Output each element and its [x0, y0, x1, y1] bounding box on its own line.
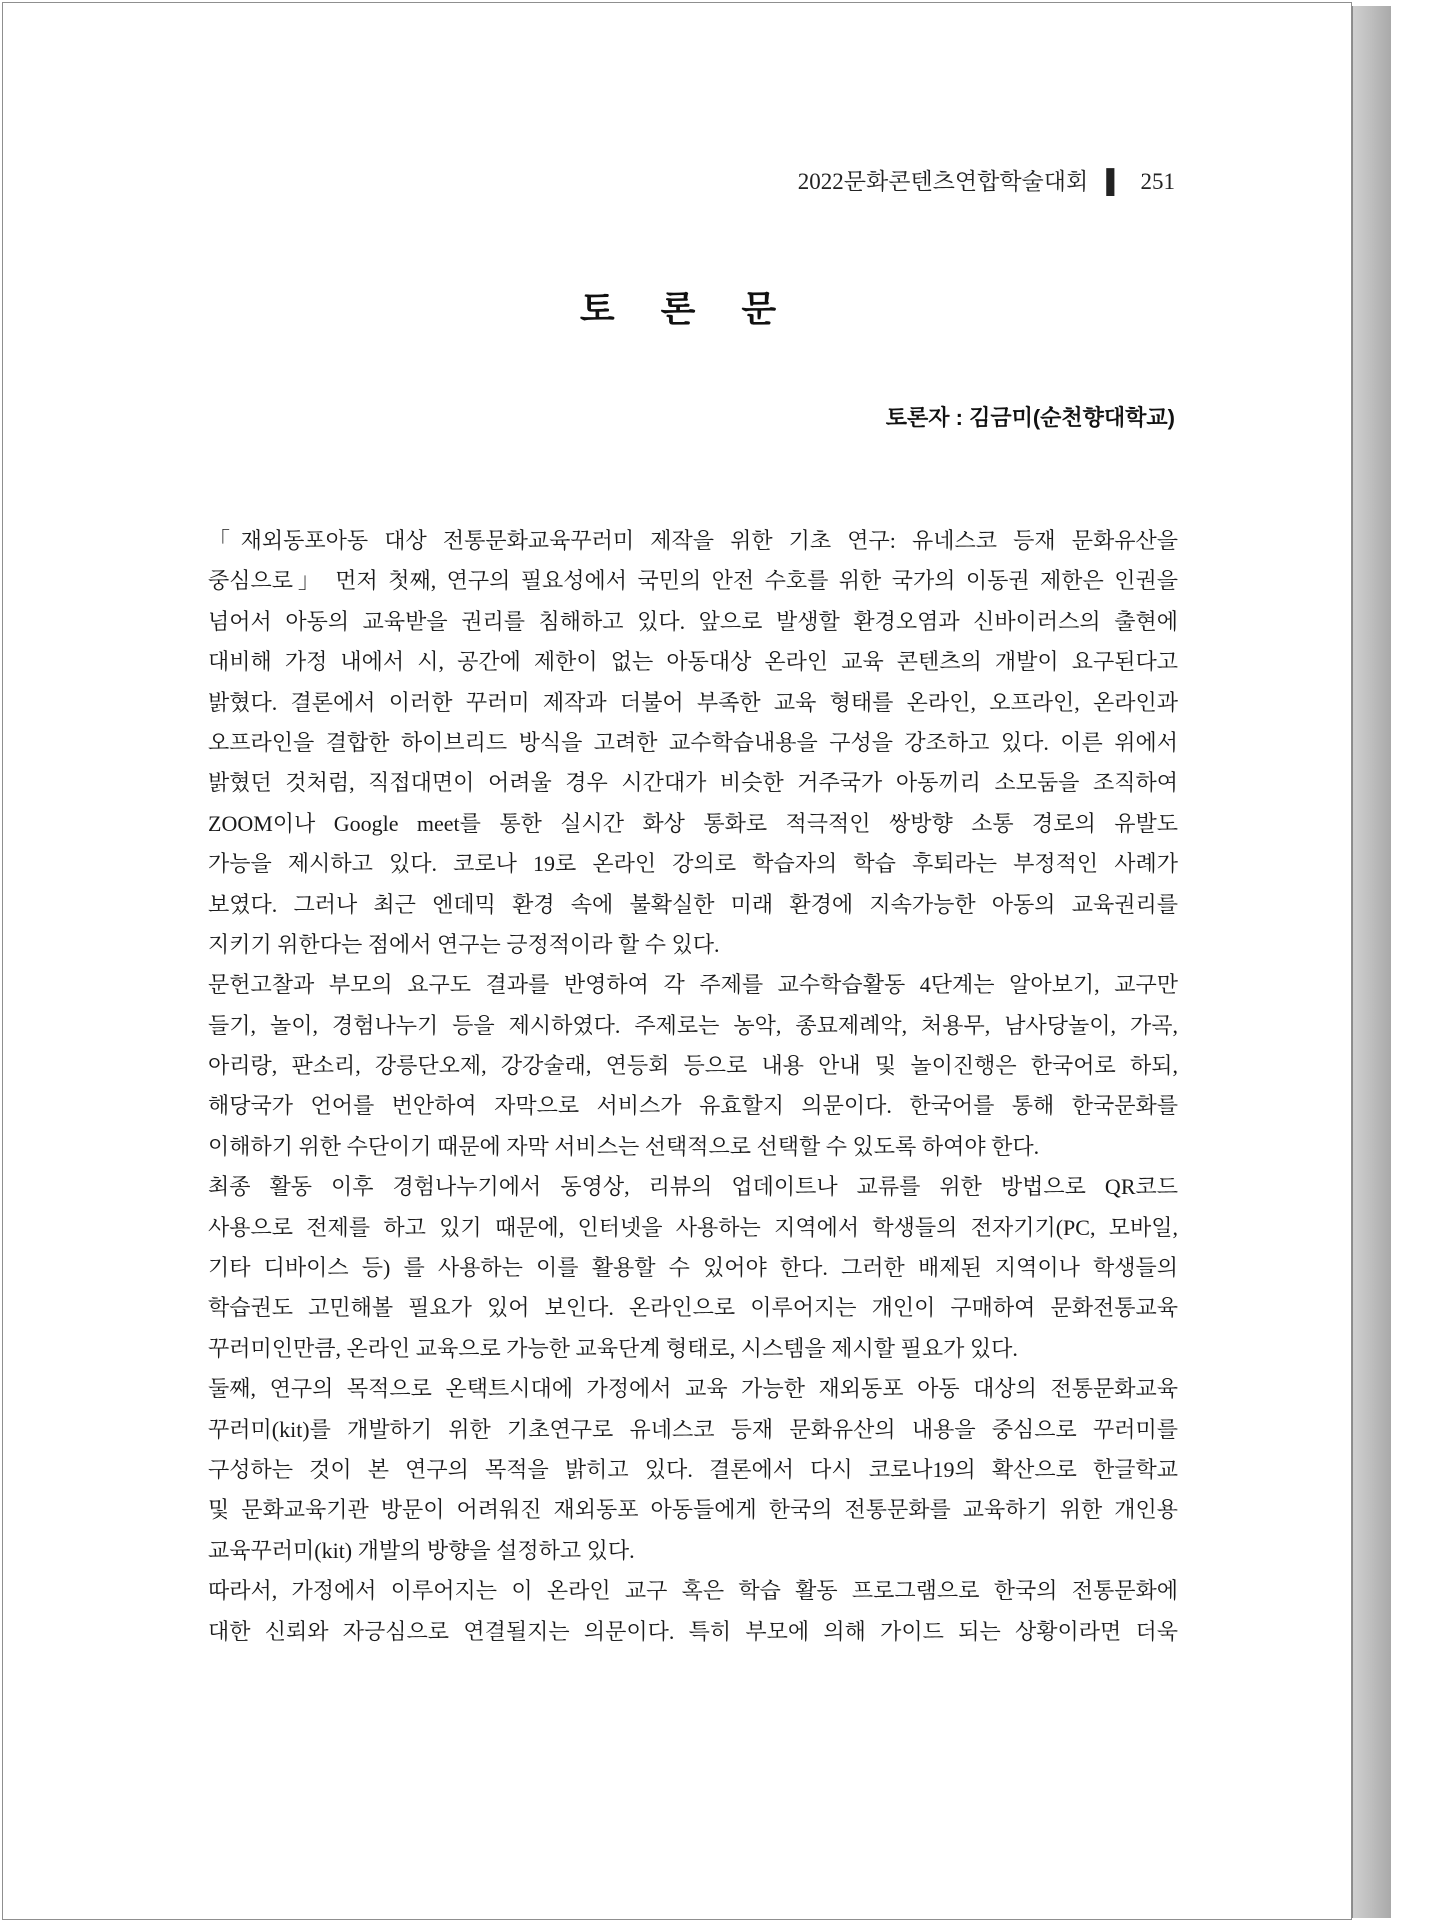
text-line: 밝혔던 것처럼, 직접대면이 어려울 경우 시간대가 비슷한 거주국가 아동끼리 소모둠을 조직하여: [208, 770, 1178, 796]
paragraph: [208, 1571, 1178, 1652]
text-line: 구성하는 것이 본 연구의 목적을 밝히고 있다. 결론에서 다시 코로나19의 확산으로 한글학교: [208, 1456, 1178, 1482]
text-line: 지키기 위한다는 점에서 연구는 긍정적이라 할 수 있다.: [208, 931, 720, 957]
author-line: 토론자 : 김금미(순천향대학교): [885, 405, 1175, 430]
text-line: 학습권도 고민해볼 필요가 있어 보인다. 온라인으로 이루어지는 개인이 구매하여 문화전통교육: [208, 1295, 1178, 1321]
text-line: 교육꾸러미(kit) 개발의 방향을 설정하고 있다.: [208, 1537, 635, 1563]
text-line: 꾸러미인만큼, 온라인 교육으로 가능한 교육단계 형태로, 시스템을 제시할 필요가 있다.: [208, 1335, 1018, 1361]
page-number: 251: [1140, 169, 1175, 194]
running-header: [203, 163, 1175, 196]
text-line: 문헌고찰과 부모의 요구도 결과를 반영하여 각 주제를 교수학습활동 4단계는 알아보기, 교구만: [208, 972, 1178, 998]
text-line: 기타 디바이스 등) 를 사용하는 이를 활용할 수 있어야 한다. 그러한 배제된 지역이나 학생들의: [208, 1255, 1178, 1281]
text-line: 넘어서 아동의 교육받을 권리를 침해하고 있다. 앞으로 발생할 환경오염과 신바이러스의 출현에: [208, 608, 1178, 634]
paragraph: [208, 521, 1178, 965]
body-text: [208, 521, 1178, 1652]
text-line: 대비해 가정 내에서 시, 공간에 제한이 없는 아동대상 온라인 교육 콘텐츠의 개발이 요구된다고: [208, 649, 1178, 675]
text-line: 「재외동포아동 대상 전통문화교육꾸러미 제작을 위한 기초 연구: 유네스코 등재 문화유산을: [208, 528, 1178, 553]
paragraph: [208, 965, 1178, 1167]
text-line: 대한 신뢰와 자긍심으로 연결될지는 의문이다. 특히 부모에 의해 가이드 되는 상황이라면 더욱: [208, 1618, 1178, 1644]
text-line: 보였다. 그러나 최근 엔데믹 환경 속에 불확실한 미래 환경에 지속가능한 아동의 교육권리를: [208, 891, 1178, 917]
text-line: 밝혔다. 결론에서 이러한 꾸러미 제작과 더불어 부족한 교육 형태를 온라인, 오프라인, 온라인과: [208, 689, 1178, 715]
text-line: 오프라인을 결합한 하이브리드 방식을 고려한 교수학습내용을 구성을 강조하고 있다. 이른 위에서: [208, 729, 1178, 755]
text-line: 아리랑, 판소리, 강릉단오제, 강강술래, 연등회 등으로 내용 안내 및 놀이진행은 한국어로 하되,: [208, 1053, 1178, 1079]
text-line: 꾸러미(kit)를 개발하기 위한 기초연구로 유네스코 등재 문화유산의 내용을 중심으로 꾸러미를: [208, 1416, 1178, 1442]
text-line: 가능을 제시하고 있다. 코로나 19로 온라인 강의로 학습자의 학습 후퇴라는 부정적인 사례가: [208, 851, 1178, 877]
text-line: 해당국가 언어를 번안하여 자막으로 서비스가 유효할지 의문이다. 한국어를 통해 한국문화를: [208, 1093, 1178, 1119]
conference-name: 2022문화콘텐츠연합학술대회: [797, 169, 1089, 194]
text-line: 둘째, 연구의 목적으로 온택트시대에 가정에서 교육 가능한 재외동포 아동 대상의 전통문화교육: [208, 1376, 1178, 1402]
text-line: 이해하기 위한 수단이기 때문에 자막 서비스는 선택적으로 선택할 수 있도록 하여야 한다.: [208, 1133, 1040, 1159]
text-line: 및 문화교육기관 방문이 어려워진 재외동포 아동들에게 한국의 전통문화를 교육하기 위한 개인용: [208, 1497, 1178, 1523]
text-line: 따라서, 가정에서 이루어지는 이 온라인 교구 혹은 학습 활동 프로그램으로 한국의 전통문화에: [208, 1578, 1178, 1604]
text-line: 들기, 놀이, 경험나누기 등을 제시하였다. 주제로는 농악, 종묘제례악, 처용무, 남사당놀이, 가곡,: [208, 1012, 1178, 1038]
text-line: 중심으로」 먼저 첫째, 연구의 필요성에서 국민의 안전 수호를 위한 국가의 이동권 제한은 인권을: [208, 568, 1178, 594]
paragraph: [208, 1167, 1178, 1369]
header-separator: ▌: [1106, 169, 1123, 194]
paragraph: [208, 1369, 1178, 1571]
page-edge: [1352, 6, 1391, 1918]
document-title: 토 론 문: [579, 288, 795, 329]
text-line: 사용으로 전제를 하고 있기 때문에, 인터넷을 사용하는 지역에서 학생들의 전자기기(PC, 모바일,: [208, 1214, 1178, 1240]
text-line: ZOOM이나 Google meet를 통한 실시간 화상 통화로 적극적인 쌍방향 소통 경로의 유발도: [208, 810, 1178, 836]
document-page: [2, 2, 1352, 1920]
text-line: 최종 활동 이후 경험나누기에서 동영상, 리뷰의 업데이트나 교류를 위한 방법으로 QR코드: [208, 1174, 1178, 1200]
